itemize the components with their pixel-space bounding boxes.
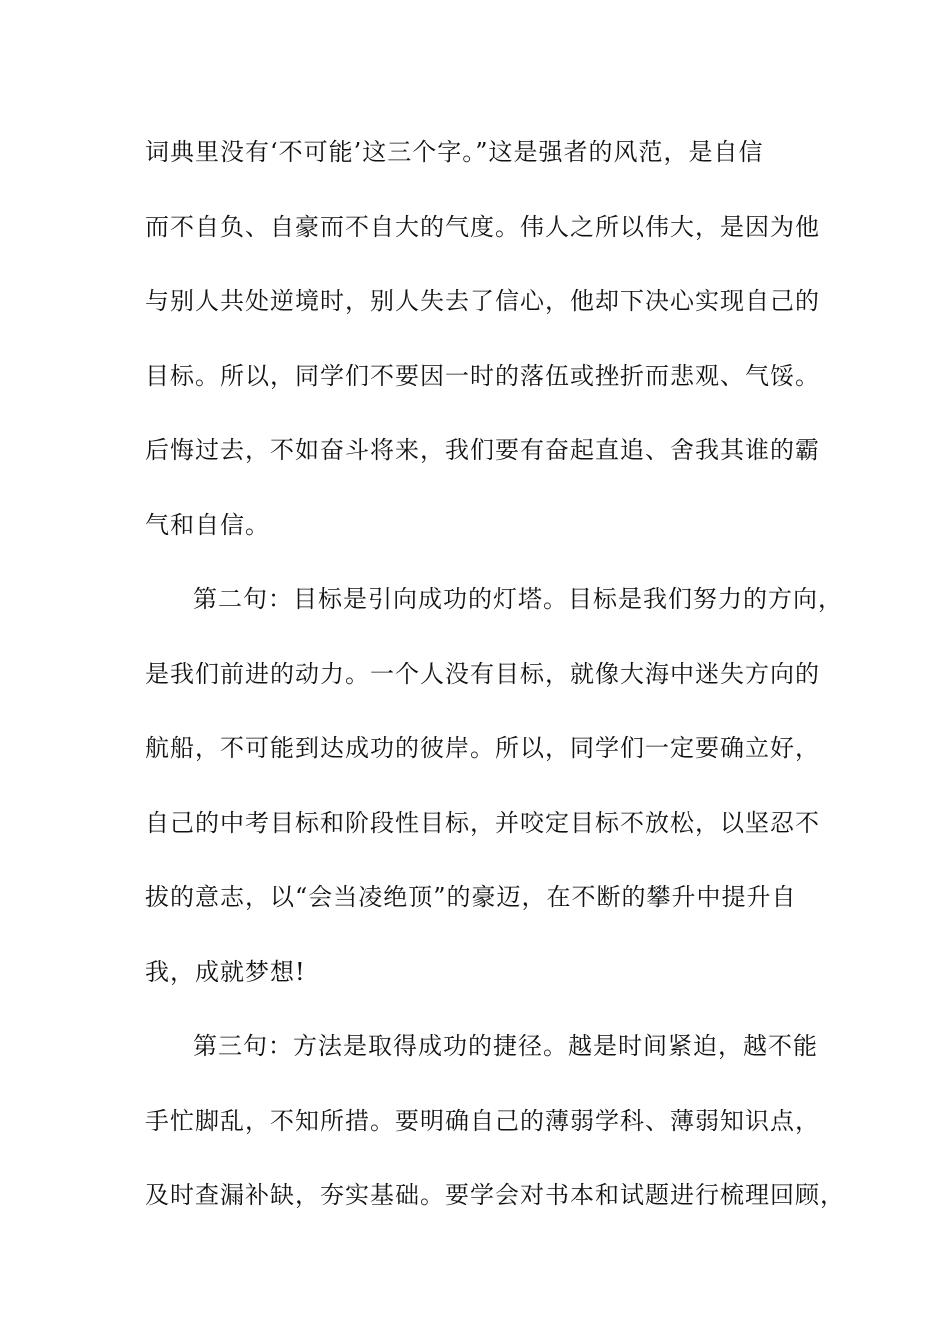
paragraph-start-third: 第三句：方法是取得成功的捷径。越是时间紧迫，越不能 [193, 1032, 818, 1060]
text-line: 词典里没有‘不可能’这三个字。”这是强者的风范，是自信 [145, 138, 764, 166]
paragraph-start-second: 第二句：目标是引向成功的灯塔。目标是我们努力的方向， [193, 585, 843, 613]
text-line: 我，成就梦想! [145, 957, 306, 986]
text-line: 手忙脚乱，不知所措。要明确自己的薄弱学科、薄弱知识点， [145, 1106, 820, 1135]
text-line: 与别人共处逆境时，别人失去了信心，他却下决心实现自己的 [145, 287, 820, 315]
text-line: 气和自信。 [145, 510, 270, 539]
text-line: 拔的意志，以“会当凌绝顶”的豪迈，在不断的攀升中提升自 [145, 883, 797, 911]
body-text [145, 128, 845, 1246]
text-line: 航船，不可能到达成功的彼岸。所以，同学们一定要确立好， [145, 734, 820, 762]
text-line: 目标。所以，同学们不要因一时的落伍或挫折而悲观、气馁。 [145, 361, 820, 390]
text-line: 自己的中考目标和阶段性目标，并咬定目标不放松，以坚忍不 [145, 808, 820, 837]
text-line: 而不自负、自豪而不自大的气度。伟人之所以伟大，是因为他 [145, 212, 820, 241]
text-line: 及时查漏补缺，夯实基础。要学会对书本和试题进行梳理回顾， [145, 1181, 845, 1209]
text-line: 后悔过去，不如奋斗将来，我们要有奋起直追、舍我其谁的霸 [145, 436, 820, 464]
text-line: 是我们前进的动力。一个人没有目标，就像大海中迷失方向的 [145, 659, 820, 688]
